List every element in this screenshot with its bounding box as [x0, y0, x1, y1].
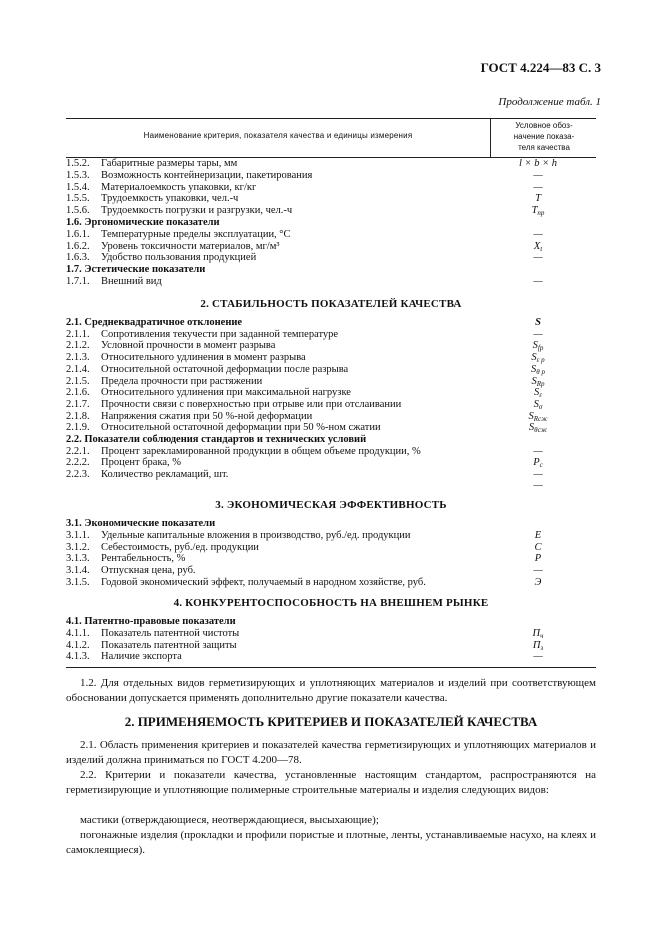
table-subheading — [66, 518, 596, 530]
row-symbol-main: T — [535, 193, 541, 205]
row-criterion-text: Прочности связи с поверхностью при отрыве или при отслаивании — [101, 398, 402, 410]
table-continuation-note: Продолжение табл. 1 — [498, 96, 601, 108]
row-symbol-main: S — [531, 363, 537, 375]
row-number: 2.1.2. — [66, 340, 90, 352]
table-row — [66, 352, 596, 364]
row-symbol-subscript: з — [540, 643, 544, 652]
row-number: 2.1.7. — [66, 398, 90, 410]
row-number: 1.6.1. — [66, 228, 90, 240]
section-title-stability: 2. СТАБИЛЬНОСТЬ ПОКАЗАТЕЛЕЙ КАЧЕСТВА — [200, 298, 462, 310]
row-symbol — [498, 229, 578, 241]
row-symbol-main: П — [532, 627, 541, 639]
row-symbol-main: — — [533, 181, 543, 193]
row-subheading-text: 1.6. Эргономические показатели — [66, 217, 220, 228]
row-criterion-text: Удобство пользования продукцией — [101, 252, 257, 264]
row-symbol-subscript: Rсж — [533, 414, 548, 423]
row-symbol-main: P — [534, 553, 542, 565]
row-symbol-main: S — [533, 387, 540, 399]
row-number: 3.1.1. — [66, 529, 90, 541]
row-symbol-main: — — [533, 445, 543, 457]
row-number: 1.6.3. — [66, 252, 90, 264]
row-criterion-text: Относительной остаточной деформации после разрыва — [101, 363, 349, 375]
table-row — [66, 457, 596, 469]
table-row — [66, 411, 596, 423]
row-symbol — [498, 276, 578, 288]
row-symbol-main: — — [533, 565, 543, 577]
table-row — [66, 422, 596, 434]
row-number: 2.1.3. — [66, 352, 90, 364]
row-criterion-text: Годовой экономический эффект, получаемый в народном хозяйстве, руб. — [101, 577, 426, 588]
row-symbol-main: — — [533, 469, 543, 481]
row-symbol — [498, 170, 578, 182]
row-symbol-subscript: ε — [539, 391, 542, 400]
row-symbol-subscript: с — [539, 461, 543, 470]
table-row — [66, 651, 596, 663]
row-symbol-main: S — [533, 398, 539, 410]
row-criterion-text: Напряжения сжатия при 50 %-ной деформации — [101, 410, 313, 422]
row-subheading-text: 4.1. Патентно-правовые показатели — [66, 616, 236, 627]
row-symbol-main: P — [533, 457, 540, 469]
table-top-rule — [66, 118, 596, 119]
table-row — [66, 387, 596, 399]
row-symbol — [498, 182, 578, 194]
row-symbol-main: C — [534, 541, 542, 553]
row-symbol-main: S — [528, 410, 534, 422]
table-bottom-rule — [66, 667, 596, 668]
table-row — [66, 276, 596, 288]
table-header-divider — [490, 119, 491, 157]
row-symbol-main: Э — [534, 577, 542, 588]
row-symbol — [498, 158, 578, 170]
row-criterion-text: Относительной остаточной деформации при 50 %-ном сжатии — [101, 422, 381, 434]
table-row — [66, 329, 596, 341]
row-criterion-text: Себестоимость, руб./ед. продукции — [101, 541, 259, 553]
table-row — [66, 446, 596, 458]
table-row — [66, 182, 596, 194]
table-row — [66, 241, 596, 253]
list-item-mastics: мастики (отверждающиеся, неотверждающиеся, высыхающие); — [80, 814, 379, 826]
row-criterion-text: Уровень токсичности материалов, мг/м³ — [101, 240, 280, 252]
row-symbol — [498, 329, 578, 341]
row-number: 1.7.1. — [66, 276, 90, 287]
row-number: 2.2.2. — [66, 457, 90, 469]
row-number: 1.5.3. — [66, 169, 90, 181]
row-symbol-main: S — [528, 422, 535, 434]
table-row — [66, 577, 596, 589]
row-criterion-text: Предела прочности при растяжении — [101, 375, 263, 387]
row-criterion-text: Удельные капитальные вложения в производство, руб./ед. продукции — [101, 529, 411, 541]
row-symbol — [498, 446, 578, 458]
section-title-competitiveness: 4. КОНКУРЕНТОСПОСОБНОСТЬ НА ВНЕШНЕМ РЫНКЕ — [173, 597, 489, 609]
row-symbol-main: — — [533, 252, 543, 264]
table-row — [66, 565, 596, 577]
row-subheading-text: 1.7. Эстетические показатели — [66, 264, 206, 276]
row-symbol-subscript: ч — [540, 631, 544, 640]
row-number: 1.5.5. — [66, 193, 90, 205]
row-symbol-main: E — [534, 529, 542, 541]
table-header-criterion: Наименование критерия, показателя качества и единицы измерения — [143, 131, 413, 140]
row-criterion-text: Процент брака, % — [101, 457, 182, 469]
table-subheading — [66, 217, 596, 229]
row-number: 1.5.4. — [66, 181, 90, 193]
row-criterion-text: Возможность контейнеризации, пакетирования — [101, 169, 313, 181]
table-row-extra-dash: — — [533, 480, 543, 491]
table-subheading — [66, 434, 596, 446]
table-subheading — [66, 616, 596, 628]
paragraph-2-1: 2.1. Область применения критериев и показателей качества герметизирующих и уплотняющих материалов и изделий должна приниматься по ГОСТ 4.200—78. — [66, 739, 596, 766]
row-symbol-main: S — [532, 340, 538, 352]
row-symbol-subscript: ε р — [536, 356, 545, 365]
list-item-profiles: погонажные изделия (прокладки и профили пористые и плотные, ленты, устанавливаемые насухо, на клеях и самоклеящиеся). — [66, 829, 596, 856]
row-criterion-text: Процент зарекламированной продукции в общем объеме продукции, % — [101, 445, 421, 457]
row-criterion-text: Относительного удлинения в момент разрыва — [101, 352, 306, 364]
table-row — [66, 640, 596, 652]
row-criterion-text: Показатель патентной защиты — [101, 639, 237, 651]
row-criterion-text: Внешний вид — [101, 276, 162, 287]
row-number: 2.1.6. — [66, 387, 90, 399]
row-number: 4.1.1. — [66, 627, 90, 639]
row-number: 1.5.6. — [66, 205, 90, 217]
row-criterion-text: Габаритные размеры тары, мм — [101, 158, 238, 169]
row-number: 2.2.1. — [66, 445, 90, 457]
row-symbol-main: — — [533, 276, 543, 287]
table-row — [66, 364, 596, 376]
table-row — [66, 542, 596, 554]
row-symbol-subscript: θсж — [534, 426, 548, 435]
row-symbol-main: S — [531, 375, 537, 387]
table-row — [66, 252, 596, 264]
row-number: 2.1.8. — [66, 410, 90, 422]
row-symbol-subscript: Rp — [536, 379, 545, 388]
table-row — [66, 376, 596, 388]
row-symbol-subscript: σ — [538, 402, 543, 411]
row-symbol — [498, 577, 578, 589]
table-subheading — [66, 264, 596, 276]
row-number: 3.1.3. — [66, 553, 90, 565]
row-symbol-main: П — [532, 639, 541, 651]
row-symbol — [498, 565, 578, 577]
row-symbol — [498, 317, 578, 329]
row-number: 2.1.4. — [66, 363, 90, 375]
row-symbol-main: — — [533, 169, 543, 181]
table-header-symbol: Условное обоз- начение показа- теля качества — [513, 121, 575, 152]
row-criterion-text: Отпускная цена, руб. — [101, 565, 196, 577]
table-row — [66, 229, 596, 241]
table-row — [66, 170, 596, 182]
row-symbol — [498, 193, 578, 205]
table-row — [66, 205, 596, 217]
row-number: 4.1.2. — [66, 639, 90, 651]
row-criterion-text: Условной прочности в момент разрыва — [101, 340, 276, 352]
row-number: 2.2.3. — [66, 469, 90, 481]
table-row — [66, 628, 596, 640]
row-symbol-subscript: θ р — [536, 367, 545, 376]
row-symbol-subscript: fp — [537, 344, 544, 353]
row-symbol-main: S — [535, 317, 541, 328]
table-row — [66, 158, 596, 170]
row-criterion-text: Количество рекламаций, шт. — [101, 469, 229, 481]
row-criterion-text: Трудоемкость упаковки, чел.-ч — [101, 193, 239, 205]
row-criterion-text: Наличие экспорта — [101, 651, 182, 663]
row-number: 3.1.5. — [66, 577, 90, 588]
row-subheading-text: 2.2. Показатели соблюдения стандартов и технических условий — [66, 434, 367, 445]
row-subheading-text: 2.1. Среднеквадратичное отклонение — [66, 317, 243, 328]
row-symbol-subscript: пр — [537, 209, 545, 218]
row-symbol-main: S — [531, 352, 537, 364]
row-criterion-text: Сопротивления текучести при заданной температуре — [101, 328, 339, 340]
row-criterion-text: Показатель патентной чистоты — [101, 627, 240, 639]
table-row — [66, 340, 596, 352]
row-symbol-main: X — [533, 240, 541, 252]
row-symbol-subscript: t — [540, 244, 543, 253]
page-header: ГОСТ 4.224—83 С. 3 — [480, 60, 601, 75]
row-number: 4.1.3. — [66, 651, 90, 663]
row-symbol — [498, 651, 578, 663]
row-symbol-main: l × b × h — [518, 158, 558, 169]
row-symbol-main: — — [533, 651, 543, 663]
section-title-economic: 3. ЭКОНОМИЧЕСКАЯ ЭФФЕКТИВНОСТЬ — [215, 499, 447, 511]
row-criterion-text: Рентабельность, % — [101, 553, 186, 565]
table-row — [66, 553, 596, 565]
paragraph-1-2: 1.2. Для отдельных видов герметизирующих и уплотняющих материалов и изделий при соответствующем обосновании допускается применять дополнительно другие показатели качества. — [66, 677, 596, 704]
row-symbol-main: — — [533, 228, 543, 240]
row-number: 2.1.5. — [66, 375, 90, 387]
table-subheading — [66, 317, 596, 329]
row-number: 3.1.4. — [66, 565, 90, 577]
paragraph-2-2: 2.2. Критерии и показатели качества, установленные настоящим стандартом, распространяются на герметизирующие и уплотняющие полимерные строительные материалы и изделия следующих видов: — [66, 769, 596, 796]
table-row — [66, 399, 596, 411]
row-symbol — [498, 553, 578, 565]
row-number: 3.1.2. — [66, 541, 90, 553]
row-number: 2.1.9. — [66, 422, 90, 434]
row-number: 1.6.2. — [66, 240, 90, 252]
row-symbol-main: — — [533, 328, 543, 340]
table-row — [66, 193, 596, 205]
row-criterion-text: Относительного удлинения при максимальной нагрузке — [101, 387, 351, 399]
row-criterion-text: Трудоемкость погрузки и разгрузки, чел.-ч — [101, 205, 293, 217]
row-symbol — [498, 542, 578, 554]
row-criterion-text: Материалоемкость упаковки, кг/кг — [101, 181, 257, 193]
row-number: 2.1.1. — [66, 328, 90, 340]
row-symbol — [498, 252, 578, 264]
row-subheading-text: 3.1. Экономические показатели — [66, 518, 216, 529]
row-symbol — [498, 530, 578, 542]
row-criterion-text: Температурные пределы эксплуатации, °С — [101, 228, 291, 240]
row-symbol-main: T — [531, 205, 538, 217]
table-row — [66, 530, 596, 542]
row-number: 1.5.2. — [66, 158, 90, 169]
section-heading-applicability: 2. ПРИМЕНЯЕМОСТЬ КРИТЕРИЕВ И ПОКАЗАТЕЛЕЙ КАЧЕСТВА — [124, 714, 538, 729]
